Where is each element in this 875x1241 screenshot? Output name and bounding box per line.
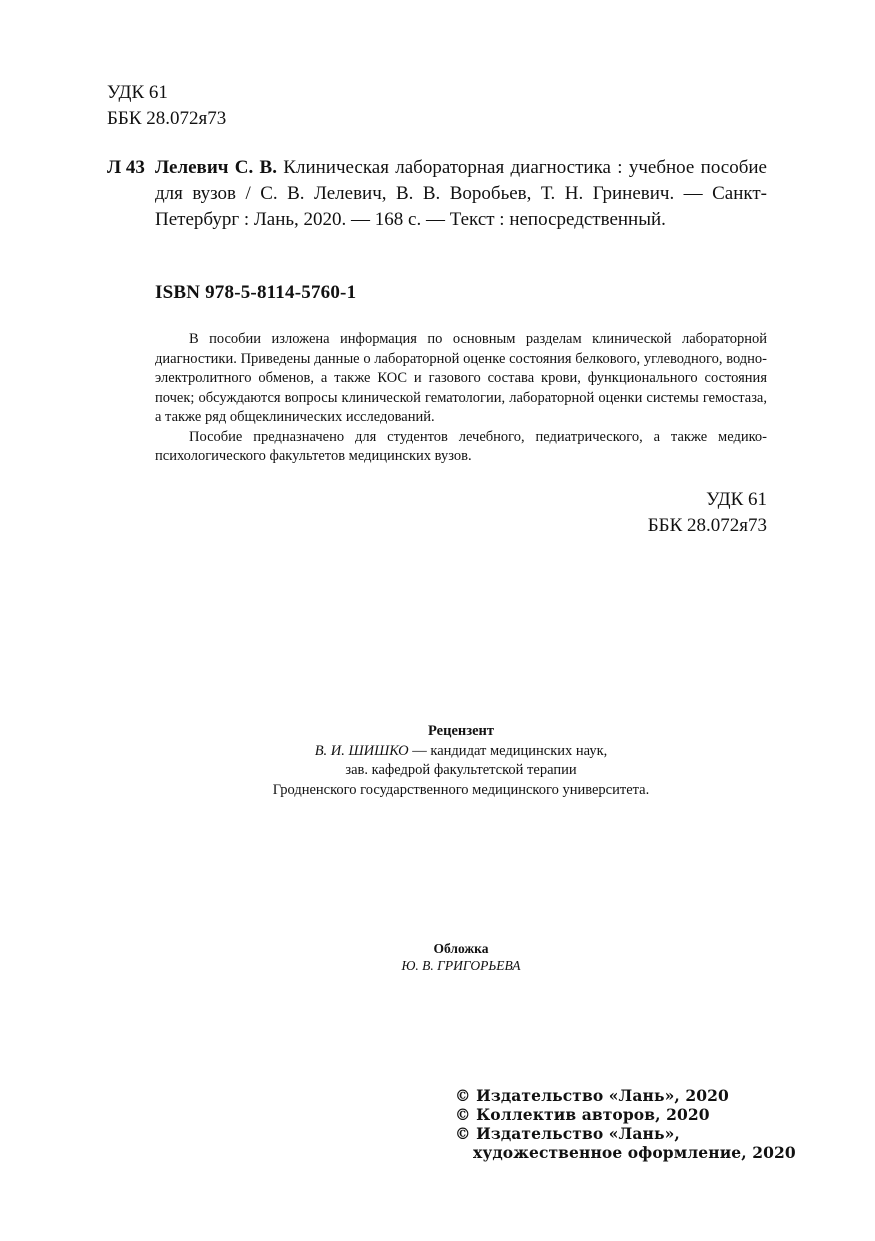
bibliographic-record [155,155,767,233]
author-mark: Л 43 [107,157,145,178]
reviewer-line [155,742,767,762]
cover-credit [155,940,767,974]
bbk-code: ББК 28.072я73 [647,515,767,536]
copyright-line: © Издательство «Лань», [455,1124,680,1143]
abstract-paragraph: В пособии изложена информация по основным разделам клинической лабораторной диагностики. Приведены данные о лабораторной оценке состояния белкового, углеводного, водно-электролитного обменов, а также КОС и газового состава крови, функционального состояния почек; обсуждаются вопросы клинической гематологии, лабораторной оценки системы гемостаза, а также ряд общеклинических исследований. [155,331,767,425]
udk-code: УДК 61 [706,489,767,510]
bibliographic-description: Клиническая лабораторная диагностика : учебное пособие для вузов / С. В. Лелевич, В. В. Воробьев, Т. Н. Гриневич. — Санкт-Петербург : Лань, 2020. — 168 с. — Текст : непосредственный. [155,157,767,230]
classification-codes-top [107,80,226,132]
reviewer-affiliation: Гродненского государственного медицинского университета. [272,781,650,798]
abstract-paragraph: Пособие предназначено для студентов лечебного, педиатрического, а также медико-психологического факультетов медицинских вузов. [155,428,767,464]
author-name: Лелевич С. В. [155,157,277,178]
reviewer-name: В. И. ШИШКО [314,742,409,759]
cover-designer: Ю. В. ГРИГОРЬЕВА [401,958,521,973]
abstract [155,330,767,467]
reviewer-heading: Рецензент [428,723,494,739]
reviewer-position: зав. кафедрой факультетской терапии [345,762,577,778]
reviewer-block [155,722,767,800]
bbk-code: ББК 28.072я73 [107,108,227,129]
copyright-line: художественное оформление, 2020 [473,1143,796,1162]
copyright-line: © Издательство «Лань», 2020 [455,1086,729,1105]
copyright-line: © Коллектив авторов, 2020 [455,1105,710,1124]
classification-codes-bottom [648,487,767,539]
cover-heading: Обложка [433,941,489,956]
isbn: ISBN 978-5-8114-5760-1 [155,282,357,303]
reviewer-title: — кандидат медицинских наук, [408,742,608,759]
copyright-notice [455,1086,796,1162]
udk-code: УДК 61 [107,82,168,103]
